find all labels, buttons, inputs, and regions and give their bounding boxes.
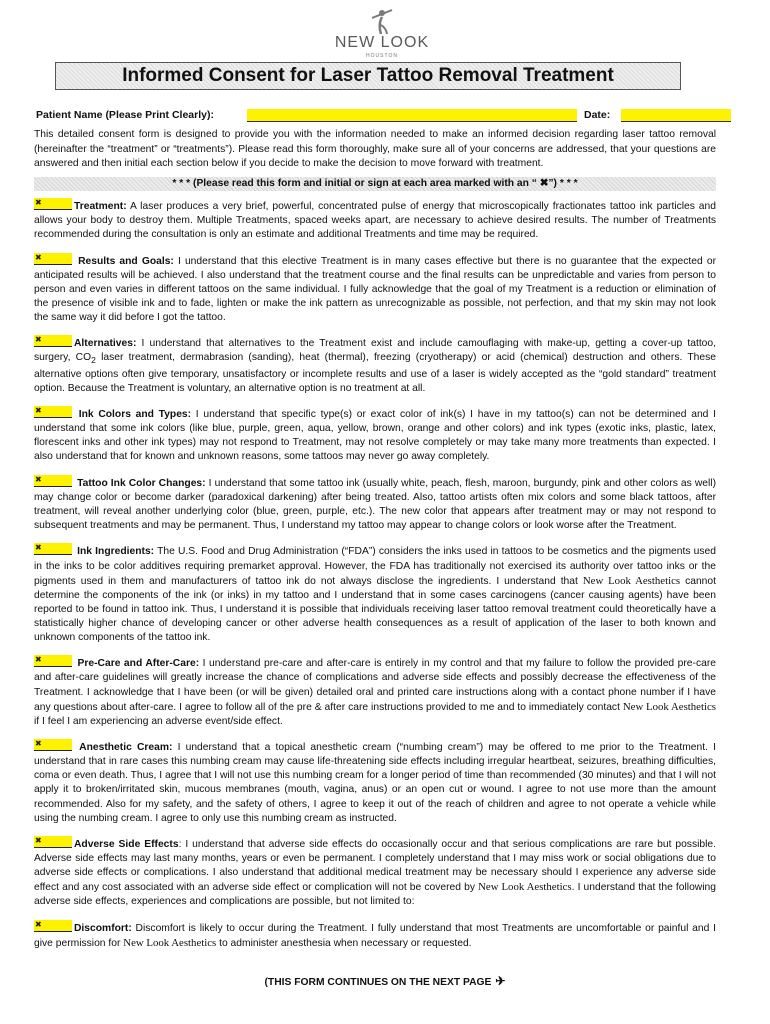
instruction-banner: * * * (Please read this form and initial or sign at each area marked with an “ ✖”) * * * — [34, 177, 716, 191]
date-field[interactable] — [621, 109, 731, 122]
section-text: I understand that this elective Treatment is in many cases effective but there is no guarantee that the expected or anticipated results will be achieved. I also understand that the treatment course and the final results can be unpredictable and varies from person to person and even varies in different tattoos on the same individual. I fully acknowledge that the goal of my Treatment is a reduction or elimination of the presence of visible ink and to fade, lighten or make the ink pattern as unrecognizable as possible, not perfection, and that my skin may not look the same way it did before I got the tattoo. — [34, 255, 716, 323]
section-text: I understand that a topical anesthetic cream (“numbing cream”) may be offered to me prior to the Treatment. I understand that in rare cases this numbing cream may cause life-threatening side effects including irregular heartbeat, seizures, breathing difficulties, coma or even death. Thus, I agree that I will not use this numbing cream for a longer period of time than recommended (30 minutes) and that I will not apply it to broken/irritated skin, mucous membranes (mouth, vagina, anus) or an open cut or wound. I agree to not use more than the amount recommended. Also for my safety, and the safety of others, I agree to keep it out of the reach of children and agree to not operate a vehicle while using the numbing cream. I agree to only use this numbing cream as instructed. — [34, 742, 716, 824]
section-text: Discomfort is likely to occur during the Treatment. I fully understand that most Treatments are uncomfortable or painful and I give permission for — [34, 922, 716, 949]
initial-field[interactable] — [34, 335, 72, 347]
document-title: Informed Consent for Laser Tattoo Removal Treatment — [55, 62, 681, 90]
initial-field[interactable] — [34, 655, 72, 667]
section-anesthetic — [34, 739, 716, 826]
section-title: Ink Ingredients: — [77, 546, 155, 558]
section-title: Discomfort: — [74, 922, 132, 934]
figure-logo-icon — [364, 8, 400, 36]
section-text: cannot determine the components of the ink (or inks) in my tattoo and I understand that in some cases carcinogens (cancer causing agents) have been reported to be found in tattoo ink. Thus, I understand it is possible that individuals receiving laser tattoo removal treatment could theoretically have a statistically higher chance of developing cancer or other adverse health consequences as a result of application of the laser to both known and unknown components of the tattoo ink. — [34, 575, 716, 643]
section-text: laser treatment, dermabrasion (sanding), heat (thermal), freezing (cryotherapy) or acid (chemical) destruction and others. These alternative options often give temporary, unsatisfactory or incomplete results and use of a laser is widely accepted as the “gold standard” treatment option. Because the Treatment is voluntary, an alternative option is no treatment at all. — [34, 352, 716, 394]
logo — [312, 8, 452, 58]
section-results — [34, 253, 716, 325]
section-title: Results and Goals: — [78, 255, 174, 267]
section-treatment — [34, 198, 716, 242]
section-text: The U.S. Food and Drug Administration (“FDA”) considers the inks used in tattoos to be cosmetics and the pigments used in the inks to be color additives requiring premarket approval. However, the FDA has traditionally not exercised its authority over tattoo inks or the pigments used in them and manufacturers of tattoo ink do not always disclose the ingredients. I understand that — [34, 546, 716, 587]
patient-name-field[interactable] — [247, 109, 577, 122]
initial-field[interactable] — [34, 836, 72, 848]
subscript: 2 — [91, 355, 96, 366]
section-alternatives — [34, 335, 716, 395]
section-ink-colors — [34, 406, 716, 464]
initial-field[interactable] — [34, 253, 72, 265]
section-title: Ink Colors and Types: — [78, 409, 192, 421]
initial-field[interactable] — [34, 920, 72, 932]
section-color-changes — [34, 475, 716, 533]
patient-name-label: Patient Name (Please Print Clearly): — [36, 109, 214, 121]
section-text: : I understand that adverse side effects do occasionally occur and that serious complications are rare but possible. Adverse side effects may last many months, years or even be permanent. I completely understand that I may miss work or social obligations due to adverse side effects or complications. I also understand that additional medical treatment may be necessary should I experience any adverse side effect and any cost associated with an adverse side effect or complication will not be covered by — [34, 838, 716, 894]
section-care — [34, 655, 716, 728]
section-text: A laser produces a very brief, powerful, concentrated pulse of energy that microscopically fractionates tattoo ink particles and allows your body to destroy them. Multiple Treatments, spaced weeks apart, are necessary to achieve desired results. The number of Treatments recommended during the consultation is only an estimate and additional Treatments and time may be required. — [34, 201, 716, 241]
business-name: New Look Aesthetics — [478, 881, 572, 894]
section-ink-ingredients — [34, 543, 716, 645]
business-name: New Look Aesthetics — [582, 574, 681, 587]
initial-field[interactable] — [34, 475, 72, 487]
footer-text: (THIS FORM CONTINUES ON THE NEXT PAGE — [264, 977, 492, 988]
section-text: if I feel I am experiencing an adverse event/side effect. — [34, 715, 283, 727]
section-adverse — [34, 836, 716, 909]
section-text: . I understand that the following adverse side effects, experiences and complications are possible, but not limited to: — [34, 882, 716, 908]
section-text: I understand that some tattoo ink (usually white, peach, flesh, maroon, burgundy, pink and other colors as well) may change color or become darker (paradoxical darkening) after being treated. Also, tattoo artists often mix colors and some black tattoos, after treatment, will reveal another underlying color (blue, green, purple, etc.). The new color that appears after treatment may or may not respond to subsequent treatments and may be permanent. Thus, I understand my tattoo may appear to change colors or look worse after the Treatment. — [34, 477, 716, 532]
consent-sections — [34, 198, 716, 960]
section-title: Pre-Care and After-Care: — [77, 658, 200, 670]
section-discomfort — [34, 920, 716, 951]
section-title: Tattoo Ink Color Changes: — [77, 477, 206, 489]
patient-row — [36, 109, 736, 123]
section-text: to administer anesthesia when necessary or requested. — [216, 937, 472, 949]
section-title: Alternatives: — [74, 338, 137, 350]
section-title: Treatment: — [74, 201, 127, 212]
airplane-icon: ✈ — [495, 974, 506, 988]
initial-field[interactable] — [34, 543, 72, 555]
section-text: I understand pre-care and after-care is entirely in my control and that my failure to follow the provided pre-care and after-care guidelines will greatly increase the chance of complications and adverse side effects and possibly decrease the effectiveness of the Treatment. I acknowledge that I have been (or will be given) detailed oral and printed care instructions along with a contact phone number if I have any questions about after-care. I agree to follow all of the pre & after care instructions provided to me and to immediately contact — [34, 658, 716, 713]
business-name: New Look Aesthetics — [622, 700, 716, 713]
logo-sub: HOUSTON — [366, 53, 398, 59]
initial-field[interactable] — [34, 198, 72, 210]
business-name: New Look Aesthetics — [123, 936, 217, 949]
footer-note — [0, 974, 770, 988]
section-title: Adverse Side Effects — [74, 838, 179, 850]
date-label: Date: — [584, 109, 611, 121]
section-title: Anesthetic Cream: — [79, 742, 173, 754]
logo-name: NEW LOOK — [334, 34, 430, 51]
section-text: I understand that alternatives to the Treatment exist and include camouflaging with make-up, getting a cover-up tattoo, surgery, CO — [34, 338, 716, 364]
section-text: I understand that specific type(s) or exact color of ink(s) I have in my tattoo(s) can not be determined and I understand that some ink colors (like blue, purple, green, aqua, yellow, brown, orange and other colors) and ink types (exotic inks, plastic, latex, florescent inks and other ink types) may not respond to Treatment, may not resolve completely or may take many more treatments than expected. I also understand that for known and unknown reasons, some tattoos may never go away completely. — [34, 409, 716, 463]
initial-field[interactable] — [34, 406, 72, 418]
intro-paragraph: This detailed consent form is designed to provide you with the information needed to make an informed decision regarding laser tattoo removal (hereinafter the “treatment” or “treatments”). Please read this form thoroughly, make sure all of your concerns are addressed, that your questions are answered and then initial each section below if you decide to make the decision to move forward with treatment. — [34, 129, 716, 170]
initial-field[interactable] — [34, 739, 72, 751]
